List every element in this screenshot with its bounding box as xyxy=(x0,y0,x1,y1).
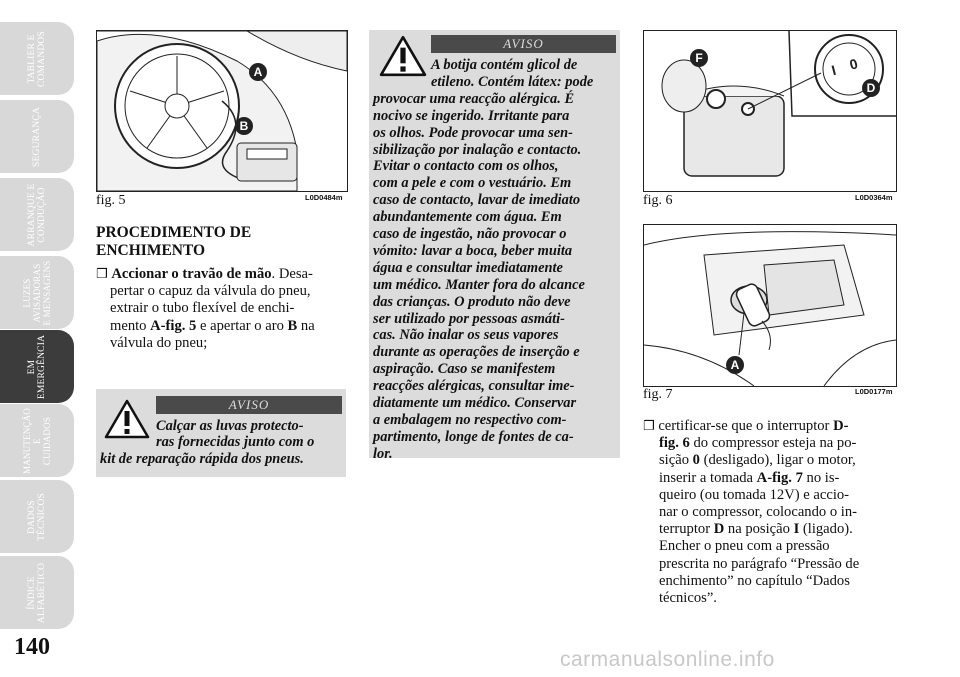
warning-triangle-icon xyxy=(379,35,427,77)
figure-7-illustration xyxy=(643,224,897,387)
tab-em-emergencia[interactable]: EM EMERGÊNCIA xyxy=(0,330,74,403)
fig5-code: L0D0484m xyxy=(305,193,343,202)
warning-text-line: diatamente um médico. Conservar xyxy=(373,395,577,411)
warning-box-sealant xyxy=(369,30,620,462)
callout-b: A xyxy=(249,63,267,81)
switch-mark-0: 0 xyxy=(847,55,860,73)
warning-text-line: Evitar o contacto com os olhos, xyxy=(373,158,559,175)
warning-text-line3: kit de reparação rápida dos pneus. xyxy=(100,451,304,467)
warning-text-line: lor. xyxy=(373,445,393,462)
tire-compressor-drawing xyxy=(97,31,347,191)
tab-indice-alfabetico[interactable]: ÍNDICE ALFABÉTICO xyxy=(0,556,74,629)
warning-text-line: água e consultar imediatamente xyxy=(373,259,563,276)
fig7-code: L0D0177m xyxy=(855,387,893,396)
warning-text-line: A botija contém glicol de xyxy=(431,57,578,73)
callout-f: F xyxy=(690,49,708,67)
warning-text-line: um médico. Manter fora do alcance xyxy=(373,276,585,293)
warning-text-line: das crianças. O produto não deve xyxy=(373,293,571,310)
callout-a: B xyxy=(235,117,253,135)
tab-manutencao-cuidados[interactable]: MANUTENÇÃO E CUIDADOS xyxy=(0,404,74,477)
tab-dados-tecnicos[interactable]: DADOS TÉCNICOS xyxy=(0,480,74,553)
tab-tablier-comandos[interactable]: TABLIER E COMANDOS xyxy=(0,22,74,95)
warning-text-line: caso de ingestão, não provocar o xyxy=(373,226,567,242)
warning-title: AVISO xyxy=(156,396,342,414)
watermark: carmanualsonline.info xyxy=(560,648,775,671)
warning-text-line: a embalagem no respectivo com- xyxy=(373,411,567,428)
compressor-switch-drawing xyxy=(644,31,896,191)
warning-text-line: os olhos. Pode provocar uma sen- xyxy=(373,124,573,141)
tab-seguranca[interactable]: SEGURANÇA xyxy=(0,100,74,173)
callout-a: A xyxy=(726,356,744,374)
paragraph-inflate-step1: ❒ Accionar o travão de mão. Desa- pertar o capuz da válvula do pneu, extrair o tubo flexível de enchi- mento A-fig. 5 e apertar o aro B na válvula do pneu; xyxy=(96,266,315,351)
power-socket-drawing xyxy=(644,225,896,386)
figure-5-illustration xyxy=(96,30,348,192)
callout-d: D xyxy=(862,79,880,97)
tab-arranque-conducao[interactable]: ARRANQUE E CONDUÇÃO xyxy=(0,178,74,251)
warning-text-line: aspiração. Caso se manifestem xyxy=(373,361,556,378)
warning-text-line: com a pele e com o vestuário. Em xyxy=(373,175,572,192)
page-number: 140 xyxy=(14,634,50,660)
warning-text-line1: Calçar as luvas protecto- xyxy=(156,418,304,434)
figure-6-illustration xyxy=(643,30,897,192)
warning-text-line: sibilização por inalação e contacto. xyxy=(373,141,582,158)
paragraph-inflate-step2: ❒ certificar-se que o interruptor D- fig. 6 do compressor esteja na po- sição 0 (desligado), ligar o motor, inserir a tomada A-fig. 7 no is- queiro (ou tomada 12V) e accio- nar o compressor, colocando o in- terruptor D na posição I (ligado). Encher o pneu com a pressão prescrita no parágrafo “Pressão de enchimento” no capítulo “Dados técnicos”. xyxy=(643,418,860,607)
switch-mark-i: I xyxy=(829,61,838,79)
fig6-code: L0D0364m xyxy=(855,193,893,202)
warning-text-line: durante as operações de inserção e xyxy=(373,344,580,361)
warning-text-line2: ras fornecidas junto com o xyxy=(156,434,315,450)
section-heading: PROCEDIMENTO DE ENCHIMENTO xyxy=(96,224,252,259)
warning-triangle-icon xyxy=(104,399,150,439)
fig6-caption: fig. 6 xyxy=(643,193,673,208)
warning-text-line: abundantemente com água. Em xyxy=(373,209,562,226)
warning-text-line: reacções alérgicas, consultar ime- xyxy=(373,378,575,395)
warning-text-line: ser utilizado por pessoas asmáti- xyxy=(373,310,565,327)
warning-text-line: vómito: lavar a boca, beber muita xyxy=(373,242,573,259)
warning-title: AVISO xyxy=(431,35,616,53)
warning-text-line: etileno. Contém látex: pode xyxy=(431,73,594,90)
warning-box-gloves xyxy=(96,389,346,477)
warning-text-line: provocar uma reacção alérgica. É xyxy=(373,90,575,107)
fig7-caption: fig. 7 xyxy=(643,387,673,402)
tab-luzes-avisadoras[interactable]: LUZES AVISADORAS E MENSAGENS xyxy=(0,256,74,329)
warning-text-line: cas. Não inalar os seus vapores xyxy=(373,327,559,344)
fig5-caption: fig. 5 xyxy=(96,193,126,208)
warning-text-line: caso de contacto, lavar de imediato xyxy=(373,192,581,209)
warning-text-line: partimento, longe de fontes de ca- xyxy=(373,428,574,445)
warning-text-line: nocivo se ingerido. Irritante para xyxy=(373,107,570,124)
